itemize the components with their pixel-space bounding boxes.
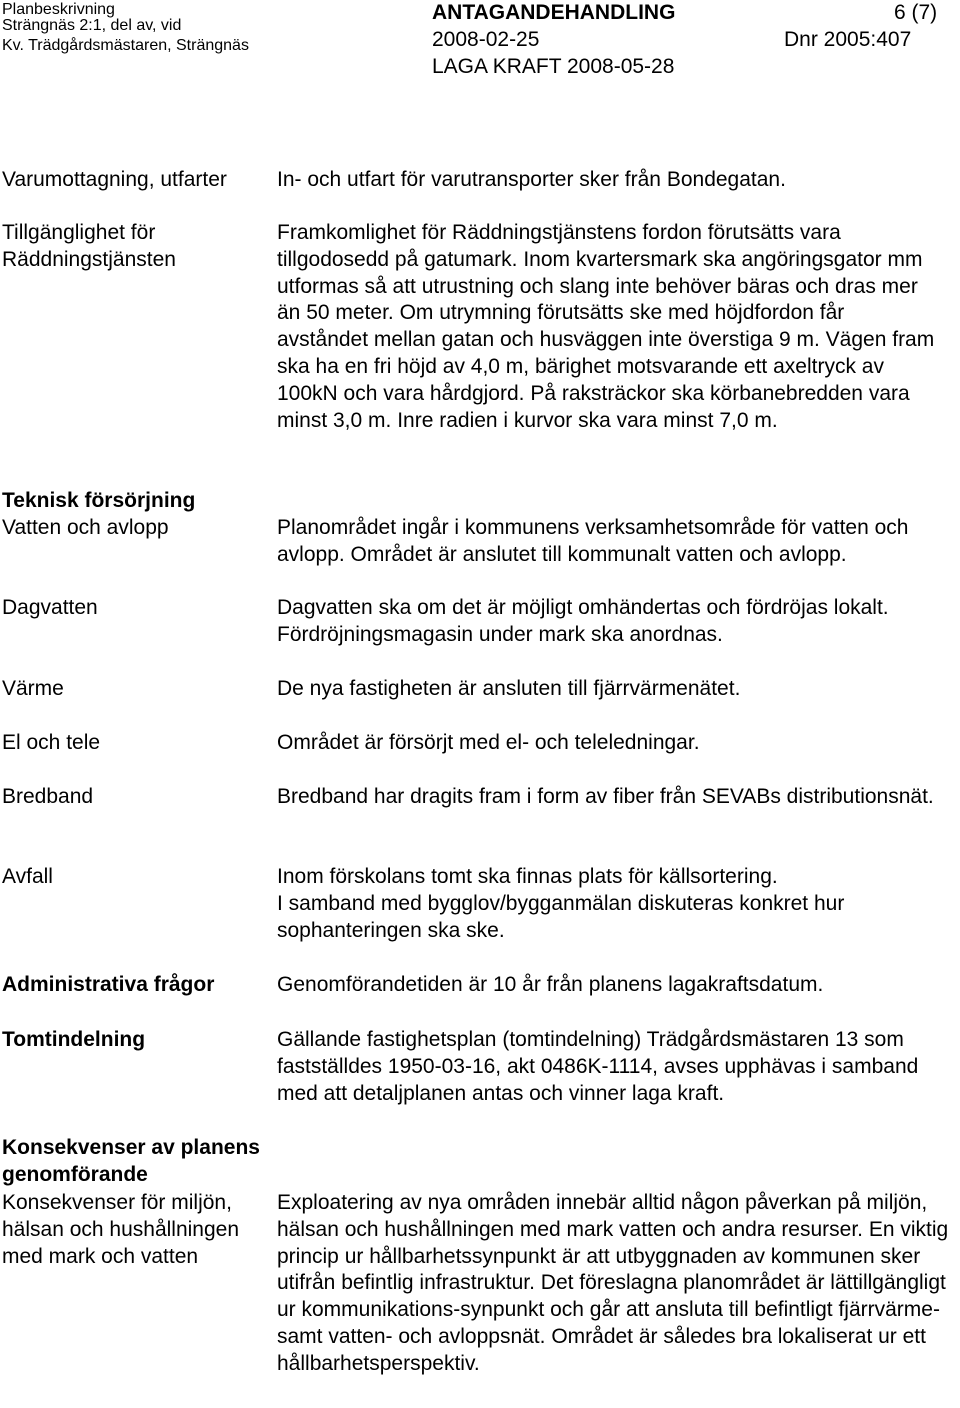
doc-type: Planbeskrivning — [2, 1, 115, 18]
location-line-2: Kv. Trädgårdsmästaren, Strängnäs — [2, 37, 249, 54]
bredband-label: Bredband — [2, 785, 94, 808]
document-status: ANTAGANDEHANDLING — [432, 1, 676, 24]
document-date: 2008-02-25 — [432, 28, 540, 51]
tomtindelning-heading: Tomtindelning — [2, 1028, 146, 1051]
avfall-label: Avfall — [2, 865, 53, 888]
location-line-1: Strängnäs 2:1, del av, vid — [2, 17, 182, 34]
avfall-text — [277, 864, 959, 944]
konsekvenser-heading: Konsekvenser av planens genomförande — [2, 1136, 260, 1186]
tillganglighet-label-line-1: Tillgänglighet för — [2, 221, 156, 244]
avfall-text-2: I samband med bygglov/bygganmälan diskuteras konkret hur sophanteringen ska ske. — [277, 891, 845, 942]
konsekvenser-text: Exploatering av nya områden innebär alltid någon påverkan på miljön, hälsan och hushållningen med mark vatten och andra resurser. En viktig princip ur hållbarhetssynpunkt är att utbyggnaden av kommunen sker utifrån befintlig infrastruktur. Det föreslagna planområdet är lättillgängligt ur kommunikations-synpunkt och går att ansluta till befintligt fjärrvärme- samt vatten- och avloppsnät. Området är således bra lokaliserat ur ett hållbarhetsperspektiv. — [277, 1191, 949, 1375]
administrativa-heading: Administrativa frågor — [2, 973, 215, 996]
tillganglighet-label-line-2: Räddningstjänsten — [2, 247, 176, 271]
varme-text: De nya fastigheten är ansluten till fjärrvärmenätet. — [277, 677, 741, 700]
konsekvenser-sub-label: Konsekvenser för miljön, hälsan och hushållningen med mark och vatten — [2, 1191, 240, 1268]
page-number: 6 (7) — [894, 1, 938, 24]
tomtindelning-text: Gällande fastighetsplan (tomtindelning) Trädgårdsmästaren 13 som fastställdes 1950-03-16, akt 0486K-1114, avses upphävas i samband med att detaljplanen antas och vinner laga kraft. — [277, 1028, 919, 1105]
bredband-text: Bredband har dragits fram i form av fiber från SEVABs distributionsnät. — [277, 785, 934, 808]
administrativa-text: Genomförandetiden är 10 år från planens lagakraftsdatum. — [277, 973, 824, 996]
vatten-text: Planområdet ingår i kommunens verksamhetsområde för vatten och avlopp. Området är anslutet till kommunalt vatten och avlopp. — [277, 516, 909, 566]
tillganglighet-label — [2, 220, 264, 274]
el-tele-text: Området är försörjt med el- och teleledningar. — [277, 731, 700, 754]
varumottagning-text: In- och utfart för varutransporter sker från Bondegatan. — [277, 168, 786, 191]
el-tele-label: El och tele — [2, 731, 101, 754]
dagvatten-text: Dagvatten ska om det är möjligt omhändertas och fördröjas lokalt. Fördröjningsmagasin under mark ska anordnas. — [277, 596, 889, 646]
avfall-text-1: Inom förskolans tomt ska finnas plats för källsortering. — [277, 865, 778, 888]
varme-label: Värme — [2, 677, 64, 700]
vatten-label: Vatten och avlopp — [2, 516, 169, 539]
tillganglighet-text: Framkomlighet för Räddningstjänstens fordon förutsätts vara tillgodosedd på gatumark. Inom kvartersmark ska angöringsgator mm utformas så att utrustning och slang inte behöver bäras och dras mer än 50 meter. Om utrymning förutsätts ske med höjdfordon får avståndet mellan gatan och husväggen inte överstiga 9 m. Vägen fram ska ha en fri höjd av 4,0 m, bärighet motsvarande ett axeltryck av 100kN och vara hårdgjord. På raksträckor ska körbanebredden vara minst 3,0 m. Inre radien i kurvor ska vara minst 7,0 m. — [277, 221, 935, 432]
varumottagning-label: Varumottagning, utfarter — [2, 168, 227, 191]
dagvatten-label: Dagvatten — [2, 596, 98, 619]
laga-kraft-date: LAGA KRAFT 2008-05-28 — [432, 55, 675, 78]
document-dnr: Dnr 2005:407 — [784, 28, 912, 51]
teknisk-forsorjning-heading: Teknisk försörjning — [2, 489, 196, 512]
